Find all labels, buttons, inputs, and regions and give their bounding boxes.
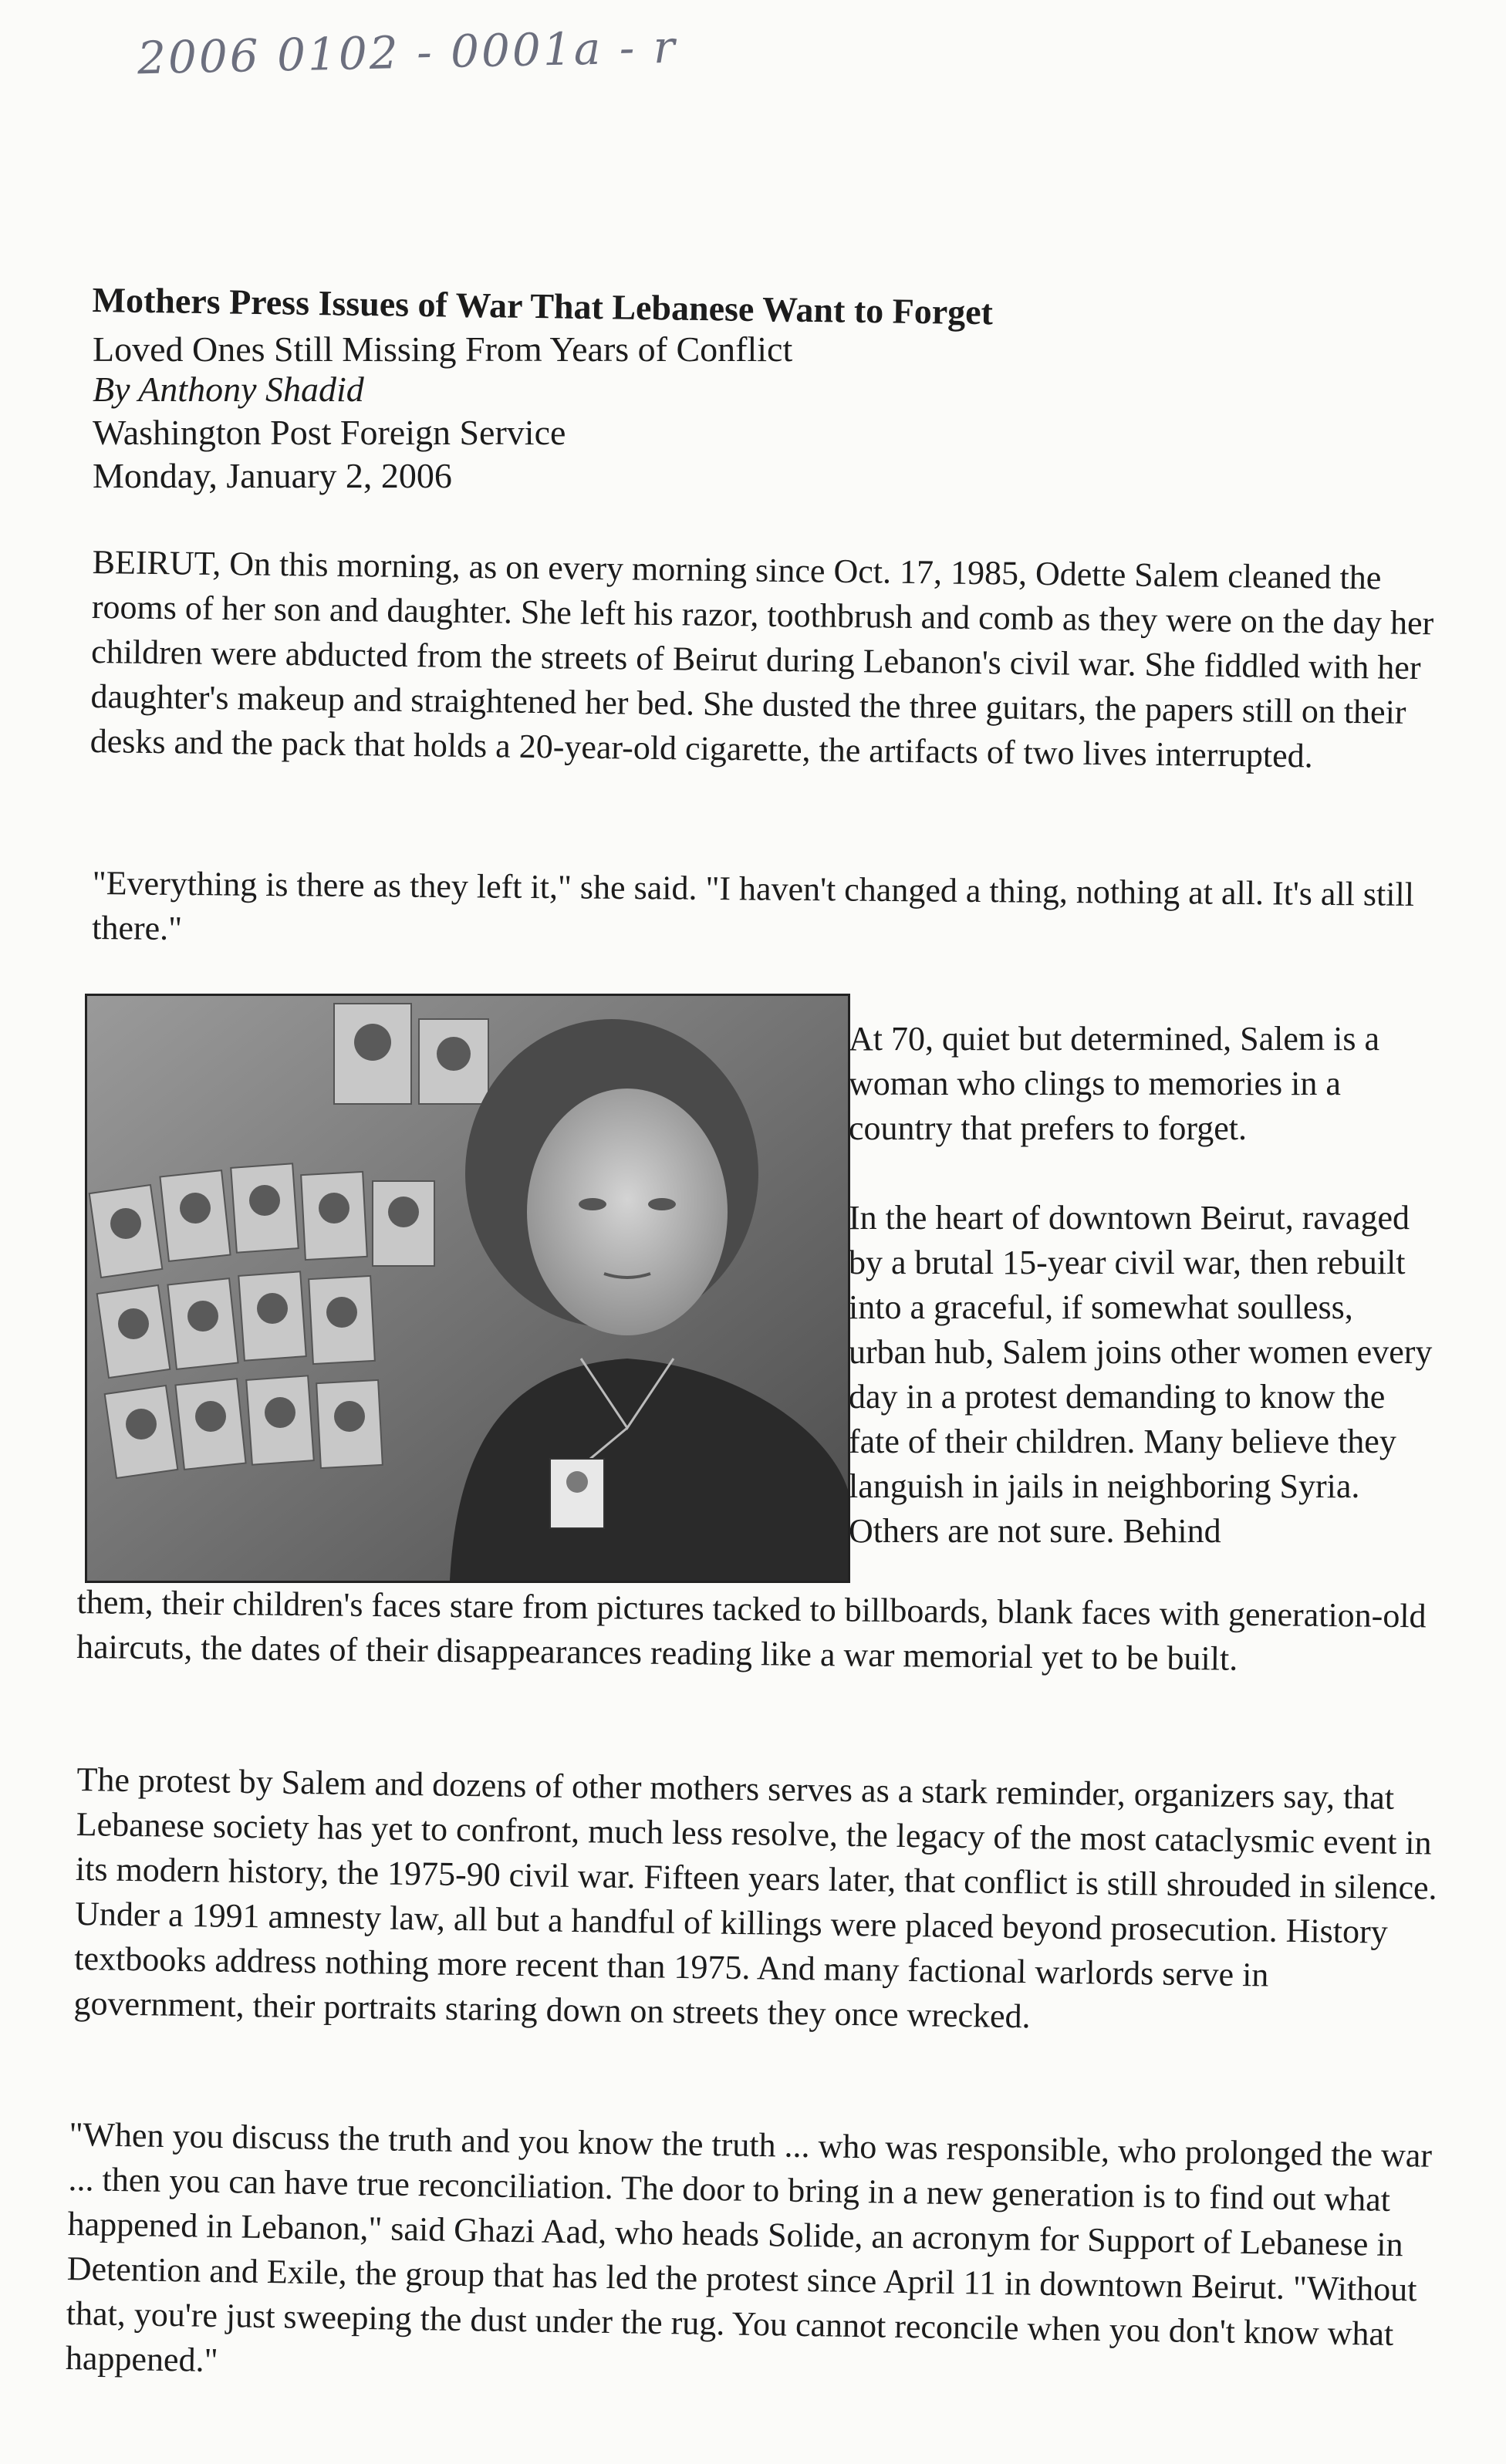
article-photo [85,994,850,1583]
article-date: Monday, January 2, 2006 [93,456,452,495]
article-subheadline: Loved Ones Still Missing From Years of Conflict [93,329,793,369]
handwritten-archive-number: 2006 0102 - 0001a - r [137,20,678,85]
photo-illustration [87,996,848,1581]
article-headline: Mothers Press Issues of War That Lebanese Want to Forget [92,279,994,332]
paragraph-6-quote: "When you discuss the truth and you know the truth ... who was responsible, who prolonged the war ... then you can have true reconciliation. The door to bring in a new generation is to find out what happened in Lebanon," said Ghazi Aad, who heads Solide, an acronym for Support of Lebanese in Detention and Exile, the group that has led the protest since April 11 in downtown Beirut. "Without that, you're just sweeping the dust under the rug. You cannot reconcile when you don't know what happened." [65,2115,1433,2380]
paragraph-4-part-1: In the heart of downtown Beirut, ravaged by a brutal 15-year civil war, then rebuilt into a graceful, if somewhat soulless, urban hub, Salem joins other women every day in a protest demanding to know the fate of their children. Many believe they languish in jails in neighboring Syria. Others are not sure. Behind [849,1199,1433,1550]
paragraph-4-part-2: them, their children's faces stare from pictures tacked to billboards, blank faces with generation-old haircuts, the dates of their disappearances reading like a war memorial yet to be built. [76,1582,1427,1678]
paragraph-2-quote: "Everything is there as they left it," she said. "I haven't changed a thing, nothing at all. It's all still there." [92,863,1415,948]
paragraph-3: At 70, quiet but determined, Salem is a woman who clings to memories in a country that prefers to forget. [849,1020,1379,1147]
paragraph-1: BEIRUT, On this morning, as on every morning since Oct. 17, 1985, Odette Salem cleaned the rooms of her son and daughter. She left his razor, toothbrush and comb as they were on the day her children were abducted from the streets of Beirut during Lebanon's civil war. She fiddled with her daughter's makeup and straightened her bed. She dusted the three guitars, the papers still on their desks and the pack that holds a 20-year-old cigarette, the artifacts of two lives interrupted. [89,542,1434,775]
article-byline: By Anthony Shadid [93,370,364,409]
article-service: Washington Post Foreign Service [93,413,566,452]
paragraph-5: The protest by Salem and dozens of other mothers serves as a stark reminder, organizers say, that Lebanese society has yet to confront, much less resolve, the legacy of the most cataclysmic event in its modern history, the 1975-90 civil war. Fifteen years later, that conflict is still shrouded in silence. Under a 1991 amnesty law, all but a handful of killings were placed beyond prosecution. History textbooks address nothing more recent than 1975. And many factional warlords serve in government, their portraits staring down on streets they once wrecked. [73,1760,1437,2036]
